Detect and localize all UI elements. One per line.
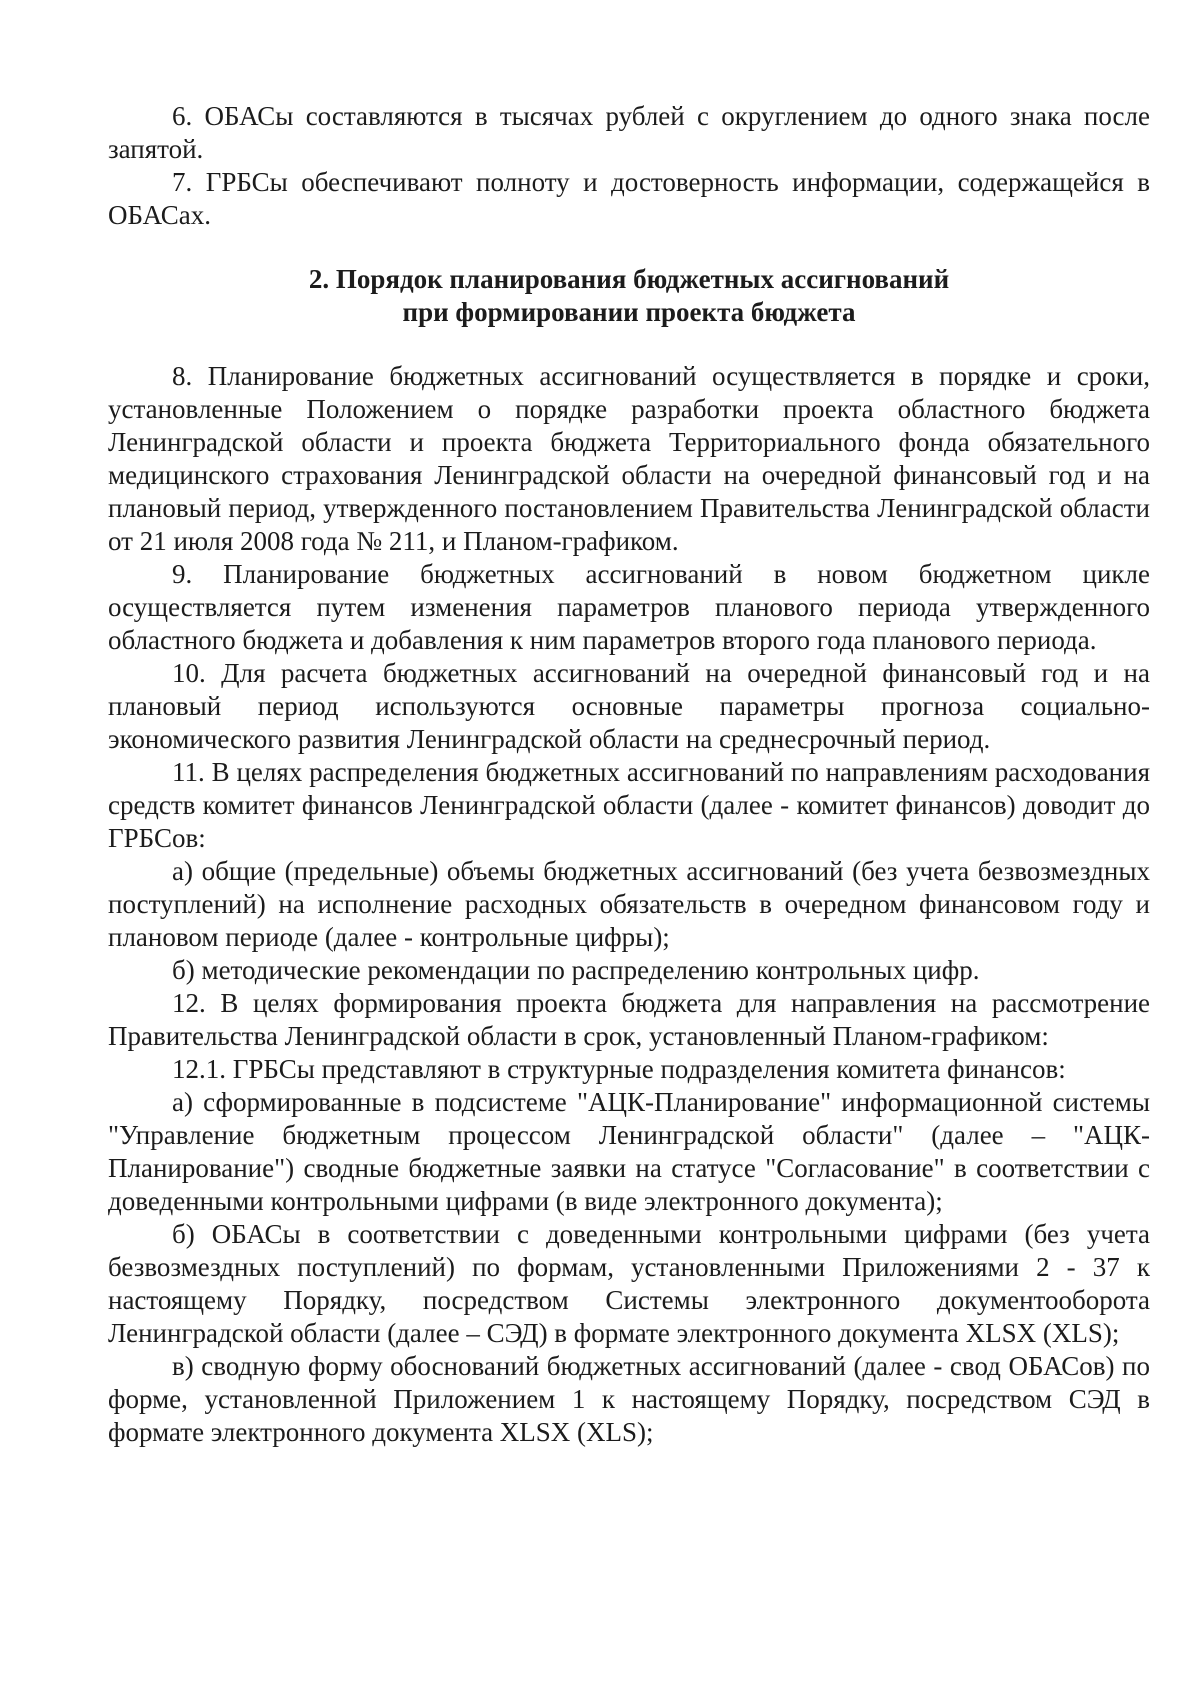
paragraph-12-1-v: в) сводную форму обоснований бюджетных ассигнований (далее - свод ОБАСов) по форме, установленной Приложением 1 к настоящему Порядку, посредством СЭД в формате электронного документа XLSX (XLS); bbox=[108, 1351, 1150, 1447]
paragraph-12-1-a: а) сформированные в подсистеме "АЦК-Планирование" информационной системы "Управление бюджетным процессом Ленинградской области" (далее – "АЦК-Планирование") сводные бюджетные заявки на статусе "Согласование" в соответствии с доведенными контрольными цифрами (в виде электронного документа); bbox=[108, 1087, 1150, 1216]
paragraph-8: 8. Планирование бюджетных ассигнований осуществляется в порядке и сроки, установленные Положением о порядке разработки проекта областного бюджета Ленинградской области и проекта бюджета Территориального фонда обязательного медицинского страхования Ленинградской области на очередной финансовый год и на плановый период, утвержденного постановлением Правительства Ленинградской области от 21 июля 2008 года № 211, и Планом-графиком. bbox=[108, 361, 1150, 556]
paragraph-11-b: б) методические рекомендации по распределению контрольных цифр. bbox=[172, 955, 980, 985]
document-page bbox=[108, 100, 1150, 1449]
paragraph-12: 12. В целях формирования проекта бюджета для направления на рассмотрение Правительства Ленинградской области в срок, установленный Планом-графиком: bbox=[108, 988, 1150, 1051]
paragraph-10: 10. Для расчета бюджетных ассигнований на очередной финансовый год и на плановый период используются основные параметры прогноза социально-экономического развития Ленинградской области на среднесрочный период. bbox=[108, 658, 1150, 754]
paragraph-12-1: 12.1. ГРБСы представляют в структурные подразделения комитета финансов: bbox=[172, 1054, 1066, 1084]
section-title-line-2: при формировании проекта бюджета bbox=[402, 297, 856, 327]
paragraph-11-a: а) общие (предельные) объемы бюджетных ассигнований (без учета безвозмездных поступлений) на исполнение расходных обязательств в очередном финансовом году и плановом периоде (далее - контрольные цифры); bbox=[108, 856, 1150, 952]
paragraph-7: 7. ГРБСы обеспечивают полноту и достоверность информации, содержащейся в ОБАСах. bbox=[108, 167, 1150, 230]
paragraph-6: 6. ОБАСы составляются в тысячах рублей с округлением до одного знака после запятой. bbox=[108, 101, 1150, 164]
section-title-line-1: 2. Порядок планирования бюджетных ассигнований bbox=[308, 264, 950, 294]
paragraph-12-1-b: б) ОБАСы в соответствии с доведенными контрольными цифрами (без учета безвозмездных поступлений) по формам, установленными Приложениями 2 - 37 к настоящему Порядку, посредством Системы электронного документооборота Ленинградской области (далее – СЭД) в формате электронного документа XLSX (XLS); bbox=[108, 1219, 1150, 1348]
paragraph-9: 9. Планирование бюджетных ассигнований в новом бюджетном цикле осуществляется путем изменения параметров планового периода утвержденного областного бюджета и добавления к ним параметров второго года планового периода. bbox=[108, 559, 1150, 655]
paragraph-11: 11. В целях распределения бюджетных ассигнований по направлениям расходования средств комитет финансов Ленинградской области (далее - комитет финансов) доводит до ГРБСов: bbox=[108, 757, 1150, 853]
